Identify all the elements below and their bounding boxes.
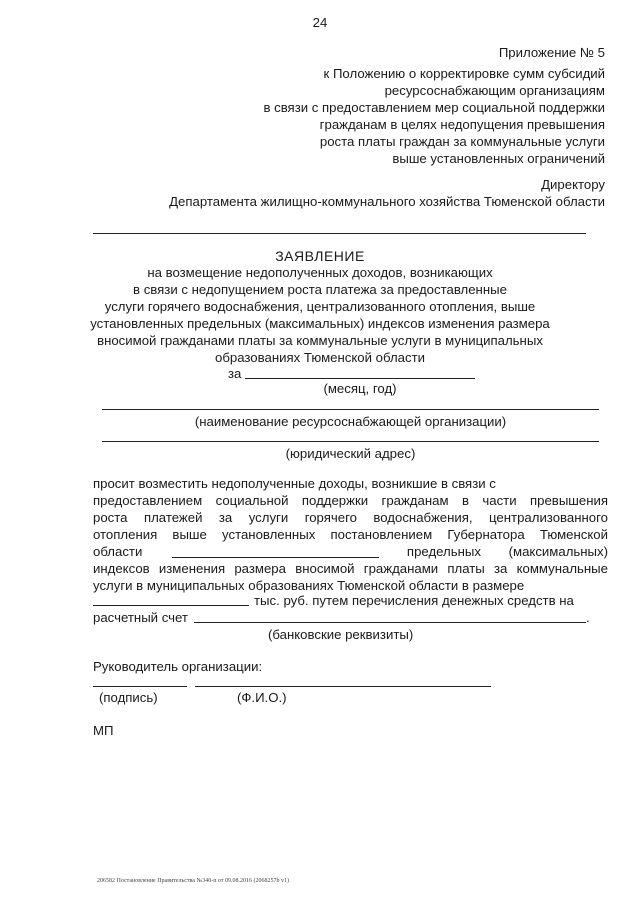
- appendix-title: Приложение № 5: [498, 45, 605, 60]
- statement-line: вносимой гражданами платы за коммунальные услуги в муниципальных: [97, 333, 543, 348]
- period-caption: (месяц, год): [323, 381, 397, 396]
- statement-heading: ЗАЯВЛЕНИЕ: [275, 248, 365, 264]
- appendix-line: к Положению о корректировке сумм субсидий: [323, 66, 605, 81]
- amount-field[interactable]: [93, 605, 249, 606]
- period-prefix: за: [228, 366, 242, 381]
- body-line: тыс. руб. путем перечисления денежных средств на: [254, 593, 574, 608]
- bank-caption: (банковские реквизиты): [268, 627, 414, 642]
- name-field[interactable]: [195, 686, 491, 687]
- footer-text: 206582 Постановление Правительства №340-п от 09.08.2016 (2068257b v1): [97, 878, 289, 884]
- body-line: отопления выше установленных постановлением Губернатора Тюменской: [93, 527, 608, 542]
- decree-field[interactable]: [172, 557, 379, 558]
- signature-caption: (подпись): [99, 690, 158, 705]
- appendix-line: ресурсоснабжающим организациям: [384, 83, 605, 98]
- body-line: роста платежей за услуги горячего водоснабжения, централизованного: [93, 510, 608, 525]
- appendix-line: роста платы граждан за коммунальные услуги: [319, 134, 605, 149]
- name-caption: (Ф.И.О.): [237, 690, 287, 705]
- period-field[interactable]: [245, 378, 475, 379]
- page-number: 24: [312, 15, 328, 30]
- body-line: просит возместить недополученные доходы, возникшие в связи с: [93, 476, 496, 491]
- statement-line: установленных предельных (максимальных) индексов изменения размера: [90, 316, 550, 331]
- body-line: индексов изменения размера вносимой гражданами платы за коммунальные: [93, 561, 608, 576]
- stamp-label: МП: [93, 723, 114, 738]
- account-end: .: [586, 610, 590, 625]
- appendix-line: гражданам в целях недопущения превышения: [319, 117, 605, 132]
- body-line: предоставлением социальной поддержки гражданам в части превышения: [93, 493, 608, 508]
- addressee-line: [93, 233, 586, 234]
- statement-line: образованиях Тюменской области: [215, 350, 425, 365]
- address-caption: (юридический адрес): [285, 446, 416, 461]
- head-label: Руководитель организации:: [93, 659, 263, 674]
- body-line-start: области: [93, 544, 143, 559]
- organization-field[interactable]: [102, 409, 599, 410]
- organization-caption: (наименование ресурсоснабжающей организации): [194, 414, 507, 429]
- appendix-line: выше установленных ограничений: [392, 151, 605, 166]
- addressee-title: Директору: [541, 177, 605, 192]
- statement-line: услуги горячего водоснабжения, централизованного отопления, выше: [104, 299, 536, 314]
- account-field[interactable]: [194, 622, 586, 623]
- account-label: расчетный счет: [93, 610, 188, 625]
- body-line-end: предельных (максимальных): [406, 544, 608, 559]
- signature-field[interactable]: [93, 686, 187, 687]
- appendix-line: в связи с предоставлением мер социальной поддержки: [263, 100, 605, 115]
- address-field[interactable]: [102, 441, 599, 442]
- body-line: услуги в муниципальных образованиях Тюменской области в размере: [93, 578, 525, 593]
- statement-line: на возмещение недополученных доходов, возникающих: [147, 265, 493, 280]
- addressee-org: Департамента жилищно-коммунального хозяйства Тюменской области: [169, 194, 605, 209]
- statement-line: в связи с недопущением роста платежа за предоставленные: [133, 282, 507, 297]
